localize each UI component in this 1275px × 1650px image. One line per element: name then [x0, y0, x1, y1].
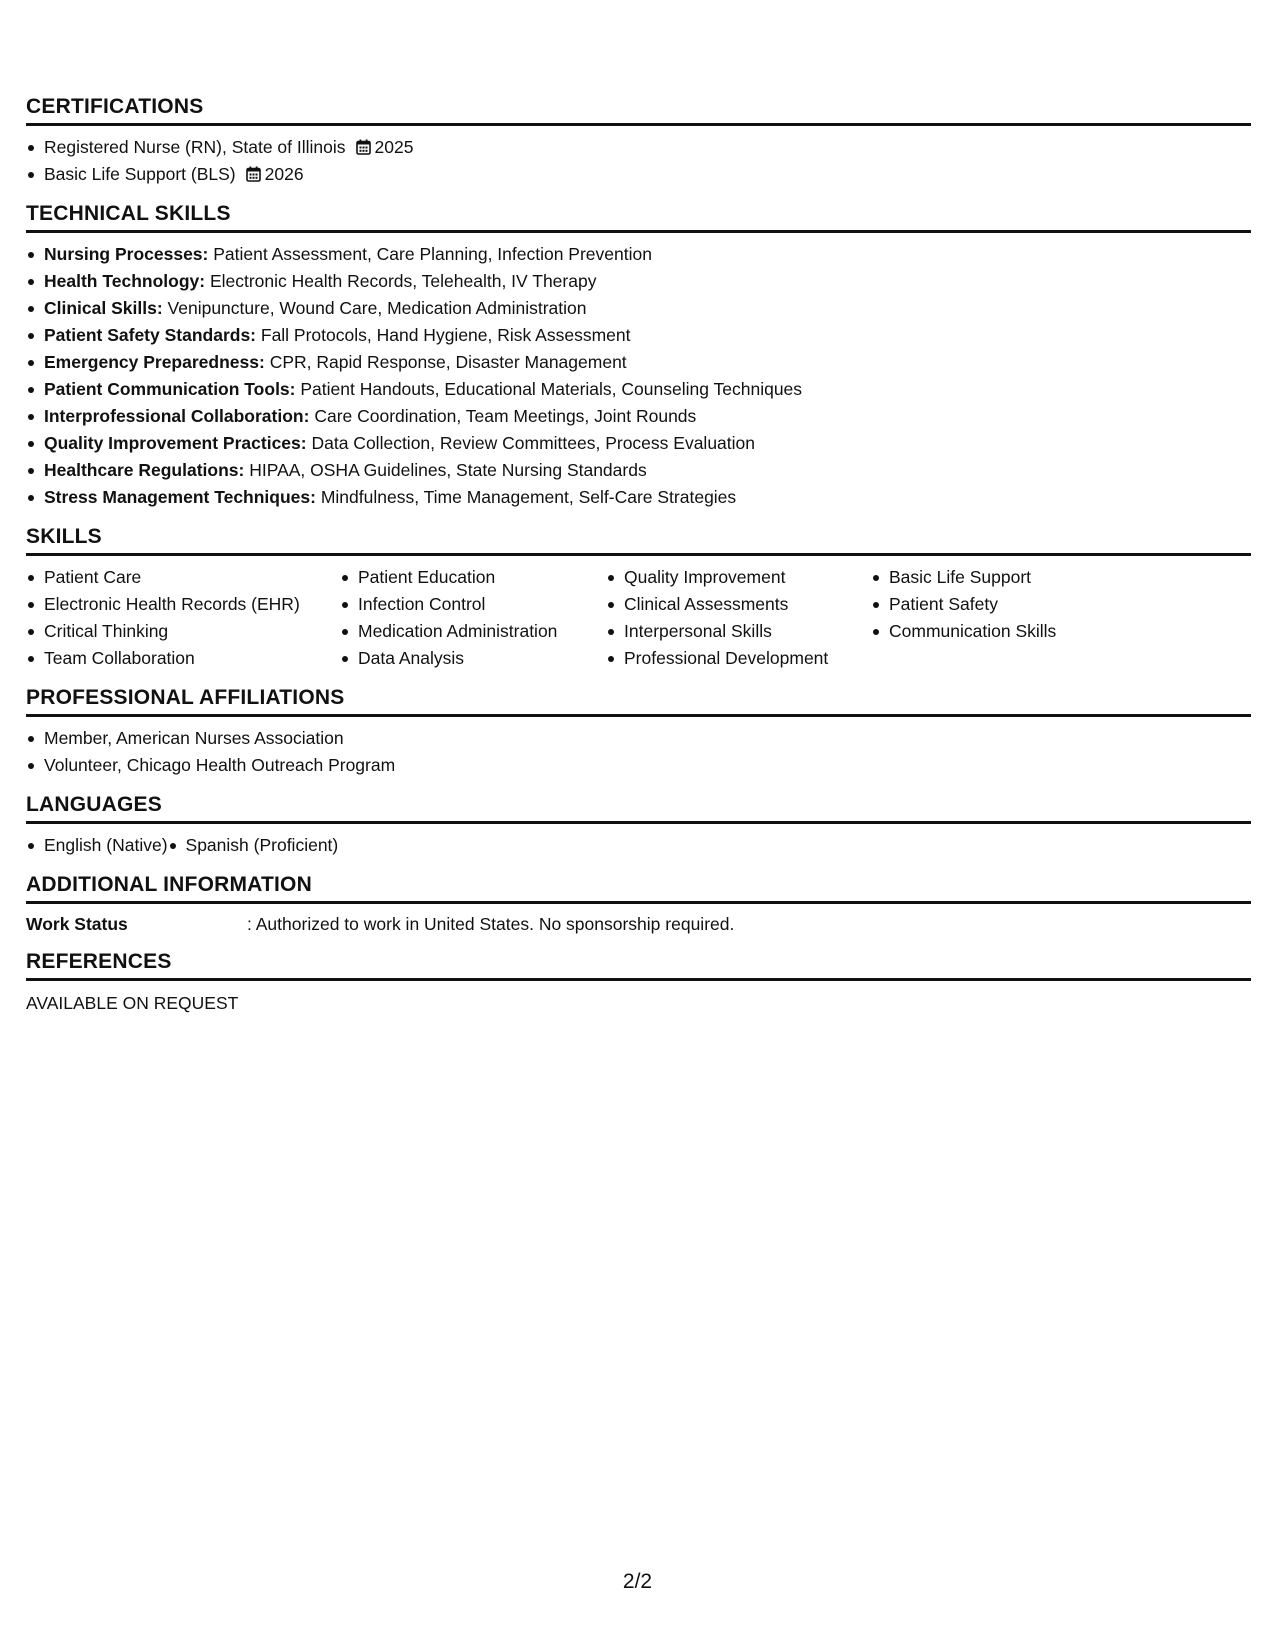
technical-skill-label: Emergency Preparedness: [44, 352, 265, 372]
technical-skills-section [26, 202, 1251, 511]
calendar-icon [356, 139, 371, 155]
technical-skill-value: Patient Assessment, Care Planning, Infection Prevention [213, 244, 652, 264]
technical-skill-label: Quality Improvement Practices: [44, 433, 307, 453]
technical-skill-label: Interprofessional Collaboration: [44, 406, 310, 426]
skill-item: Electronic Health Records (EHR) [26, 591, 340, 618]
technical-skill-value: Patient Handouts, Educational Materials, Counseling Techniques [300, 379, 803, 399]
skill-item: Patient Education [340, 564, 606, 591]
skills-section [26, 525, 1251, 672]
skill-item: Clinical Assessments [606, 591, 871, 618]
certification-year: 2026 [264, 164, 304, 184]
certification-item [26, 134, 1251, 161]
technical-skill-item [26, 349, 1251, 376]
certification-name: Basic Life Support (BLS) [44, 164, 236, 184]
resume-page [26, 95, 1251, 1029]
skill-item: Data Analysis [340, 645, 606, 672]
affiliations-list [26, 725, 1251, 779]
technical-skill-value: Fall Protocols, Hand Hygiene, Risk Assessment [260, 325, 631, 345]
work-status-row [26, 912, 1251, 936]
certifications-heading: CERTIFICATIONS [26, 95, 1251, 126]
skills-column [340, 564, 606, 672]
certification-name: Registered Nurse (RN), State of Illinois [44, 137, 346, 157]
skill-item: Professional Development [606, 645, 871, 672]
additional-info-section [26, 873, 1251, 936]
calendar-icon [246, 166, 261, 182]
technical-skill-label: Nursing Processes: [44, 244, 209, 264]
skills-column [871, 564, 1171, 672]
language-item: Spanish (Proficient) [168, 832, 339, 859]
skills-column [26, 564, 340, 672]
technical-skill-label: Health Technology: [44, 271, 206, 291]
technical-skill-item [26, 457, 1251, 484]
technical-skill-value: Data Collection, Review Committees, Process Evaluation [311, 433, 755, 453]
skill-item: Infection Control [340, 591, 606, 618]
technical-skill-item [26, 484, 1251, 511]
certifications-section [26, 95, 1251, 188]
skill-item: Basic Life Support [871, 564, 1171, 591]
technical-skill-item [26, 376, 1251, 403]
technical-skill-item [26, 430, 1251, 457]
certifications-list [26, 134, 1251, 188]
technical-skill-item [26, 268, 1251, 295]
certification-item [26, 161, 1251, 188]
technical-skill-value: HIPAA, OSHA Guidelines, State Nursing Standards [249, 460, 647, 480]
technical-skill-label: Healthcare Regulations: [44, 460, 245, 480]
skill-item: Team Collaboration [26, 645, 340, 672]
language-item: English (Native) [26, 832, 168, 859]
skill-item: Interpersonal Skills [606, 618, 871, 645]
technical-skill-value: Care Coordination, Team Meetings, Joint Rounds [314, 406, 697, 426]
skills-heading: SKILLS [26, 525, 1251, 556]
technical-skill-item [26, 322, 1251, 349]
additional-info-heading: ADDITIONAL INFORMATION [26, 873, 1251, 904]
technical-skill-label: Patient Communication Tools: [44, 379, 296, 399]
skills-column [606, 564, 871, 672]
page-number: 2/2 [622, 1570, 653, 1593]
affiliations-heading: PROFESSIONAL AFFILIATIONS [26, 686, 1251, 717]
technical-skill-value: Electronic Health Records, Telehealth, IV Therapy [209, 271, 597, 291]
references-heading: REFERENCES [26, 950, 1251, 981]
skill-item: Medication Administration [340, 618, 606, 645]
technical-skill-value: CPR, Rapid Response, Disaster Management [269, 352, 627, 372]
affiliation-item: Member, American Nurses Association [26, 725, 1251, 752]
skill-item: Communication Skills [871, 618, 1171, 645]
languages-heading: LANGUAGES [26, 793, 1251, 824]
technical-skills-list [26, 241, 1251, 511]
skills-grid [26, 564, 1251, 672]
technical-skill-item [26, 241, 1251, 268]
technical-skill-value: Venipuncture, Wound Care, Medication Administration [167, 298, 587, 318]
technical-skill-item [26, 403, 1251, 430]
work-status-label: Work Status [26, 914, 128, 934]
technical-skill-label: Clinical Skills: [44, 298, 163, 318]
skill-item: Patient Care [26, 564, 340, 591]
technical-skill-value: Mindfulness, Time Management, Self-Care Strategies [320, 487, 737, 507]
technical-skill-label: Patient Safety Standards: [44, 325, 256, 345]
languages-list [26, 832, 1251, 859]
skill-item: Critical Thinking [26, 618, 340, 645]
work-status-value: : Authorized to work in United States. No sponsorship required. [247, 914, 735, 934]
languages-section [26, 793, 1251, 859]
references-text: AVAILABLE ON REQUEST [26, 993, 239, 1013]
technical-skill-label: Stress Management Techniques: [44, 487, 316, 507]
technical-skills-heading: TECHNICAL SKILLS [26, 202, 1251, 233]
technical-skill-item [26, 295, 1251, 322]
certification-year: 2025 [374, 137, 414, 157]
skill-item: Patient Safety [871, 591, 1171, 618]
affiliations-section [26, 686, 1251, 779]
skill-item: Quality Improvement [606, 564, 871, 591]
affiliation-item: Volunteer, Chicago Health Outreach Program [26, 752, 1251, 779]
references-section [26, 950, 1251, 1015]
